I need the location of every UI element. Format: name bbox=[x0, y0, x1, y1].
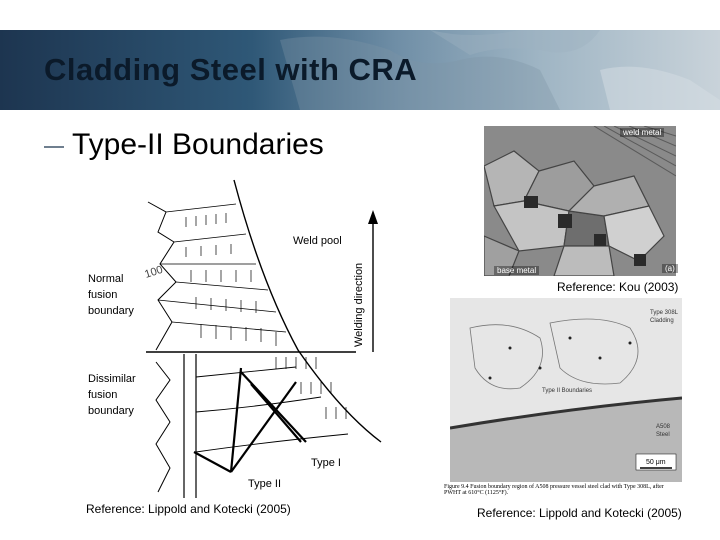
weld-pool-label: Weld pool bbox=[293, 235, 342, 247]
type-ii-boundaries-label: Type II Boundaries bbox=[542, 388, 593, 394]
cladding-label-1: Type 308L bbox=[650, 310, 679, 316]
type-ii-boundary-schematic bbox=[86, 172, 386, 500]
steel-label-1: A508 bbox=[656, 424, 671, 430]
dissimilar-fusion-label-2: fusion bbox=[88, 389, 118, 401]
normal-fusion-label-2: fusion bbox=[88, 289, 118, 301]
fusion-boundary-micrograph bbox=[450, 298, 682, 482]
cladding-label-2: Cladding bbox=[650, 318, 674, 324]
normal-fusion-label-1: Normal bbox=[88, 273, 124, 285]
steel-label-2: Steel bbox=[656, 432, 670, 438]
bottom-right-reference: Reference: Lippold and Kotecki (2005) bbox=[477, 506, 682, 520]
weld-metal-label: weld metal bbox=[620, 128, 664, 137]
left-figure-reference: Reference: Lippold and Kotecki (2005) bbox=[86, 502, 291, 516]
type-ii-label: Type II bbox=[248, 478, 282, 490]
dissimilar-fusion-label-3: boundary bbox=[88, 405, 134, 417]
welding-direction-label: Welding direction bbox=[353, 262, 365, 347]
base-metal-label: base metal bbox=[494, 266, 539, 275]
slide-title: Cladding Steel with CRA bbox=[44, 52, 418, 87]
figure-caption bbox=[444, 484, 714, 496]
figure-caption-line-2: PWHT at 610°C (1125°F). bbox=[444, 490, 509, 496]
top-right-reference: Reference: Kou (2003) bbox=[557, 280, 679, 294]
normal-fusion-label-3: boundary bbox=[88, 305, 134, 317]
figure-caption-line-1: Figure 9.4 Fusion boundary region of A508 pressure vessel steel clad with Type 308L, after bbox=[444, 484, 664, 490]
panel-label: (a) bbox=[662, 264, 678, 273]
orientation-label: 100 bbox=[143, 263, 165, 281]
bullet-dash bbox=[44, 146, 64, 148]
weld-metal-micrograph bbox=[484, 126, 676, 276]
dissimilar-fusion-label-1: Dissimilar bbox=[88, 373, 136, 385]
type-i-label: Type I bbox=[311, 457, 341, 469]
bullet-type-ii-boundaries: Type-II Boundaries bbox=[72, 128, 324, 161]
scale-bar-label: 50 μm bbox=[646, 459, 666, 466]
